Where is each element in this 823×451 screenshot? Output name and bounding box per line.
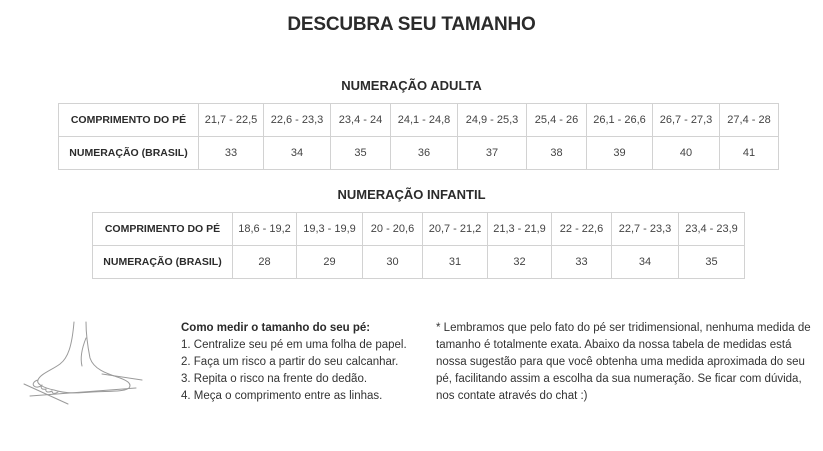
length-cell: 22 - 22,6 xyxy=(552,213,612,246)
length-cell: 23,4 - 24 xyxy=(331,104,391,137)
adult-size-table xyxy=(58,103,779,170)
row-header: NUMERAÇÃO (BRASIL) xyxy=(59,137,199,170)
size-cell: 32 xyxy=(488,246,552,279)
size-cell: 33 xyxy=(552,246,612,279)
length-cell: 24,9 - 25,3 xyxy=(458,104,527,137)
adult-section-title: NUMERAÇÃO ADULTA xyxy=(341,78,482,93)
length-cell: 22,7 - 23,3 xyxy=(612,213,679,246)
size-cell: 41 xyxy=(720,137,779,170)
row-header: COMPRIMENTO DO PÉ xyxy=(59,104,199,137)
row-header: NUMERAÇÃO (BRASIL) xyxy=(93,246,233,279)
size-cell: 40 xyxy=(653,137,720,170)
how-to-step: 2. Faça um risco a partir do seu calcanhar. xyxy=(181,356,399,368)
how-to-step: 1. Centralize seu pé em uma folha de papel. xyxy=(181,339,407,351)
size-cell: 38 xyxy=(527,137,587,170)
adult-length-row xyxy=(59,104,779,137)
length-cell: 26,7 - 27,3 xyxy=(653,104,720,137)
length-cell: 20 - 20,6 xyxy=(363,213,423,246)
sizing-note: * Lembramos que pelo fato do pé ser tridimensional, nenhuma medida de tamanho é totalmente exata. Abaixo da nossa tabela de medidas está nossa sugestão para que você obtenha uma medida aproximada do seu pé, facilitando assim a escolha da sua numeração. Se ficar com dúvida, nos contate através do chat :) xyxy=(436,322,811,402)
length-cell: 25,4 - 26 xyxy=(527,104,587,137)
how-to-step: 4. Meça o comprimento entre as linhas. xyxy=(181,390,383,402)
how-to-steps xyxy=(181,337,431,405)
size-cell: 31 xyxy=(423,246,488,279)
page-title: DESCUBRA SEU TAMANHO xyxy=(287,14,536,35)
size-cell: 33 xyxy=(199,137,264,170)
size-cell: 37 xyxy=(458,137,527,170)
kids-section-title: NUMERAÇÃO INFANTIL xyxy=(337,187,486,202)
length-cell: 27,4 - 28 xyxy=(720,104,779,137)
length-cell: 21,3 - 21,9 xyxy=(488,213,552,246)
size-cell: 30 xyxy=(363,246,423,279)
length-cell: 18,6 - 19,2 xyxy=(233,213,297,246)
length-cell: 20,7 - 21,2 xyxy=(423,213,488,246)
length-cell: 19,3 - 19,9 xyxy=(297,213,363,246)
length-cell: 21,7 - 22,5 xyxy=(199,104,264,137)
size-cell: 35 xyxy=(679,246,745,279)
size-cell: 29 xyxy=(297,246,363,279)
size-cell: 28 xyxy=(233,246,297,279)
kids-size-table xyxy=(92,212,745,279)
how-to-measure xyxy=(181,320,431,405)
adult-size-row xyxy=(59,137,779,170)
kids-size-row xyxy=(93,246,745,279)
size-cell: 39 xyxy=(587,137,653,170)
length-cell: 22,6 - 23,3 xyxy=(264,104,331,137)
kids-length-row xyxy=(93,213,745,246)
how-to-step: 3. Repita o risco na frente do dedão. xyxy=(181,373,368,385)
length-cell: 24,1 - 24,8 xyxy=(391,104,458,137)
size-cell: 34 xyxy=(612,246,679,279)
length-cell: 26,1 - 26,6 xyxy=(587,104,653,137)
how-to-title: Como medir o tamanho do seu pé: xyxy=(181,322,371,334)
size-cell: 34 xyxy=(264,137,331,170)
foot-measure-icon xyxy=(22,318,144,408)
length-cell: 23,4 - 23,9 xyxy=(679,213,745,246)
row-header: COMPRIMENTO DO PÉ xyxy=(93,213,233,246)
size-cell: 36 xyxy=(391,137,458,170)
size-cell: 35 xyxy=(331,137,391,170)
